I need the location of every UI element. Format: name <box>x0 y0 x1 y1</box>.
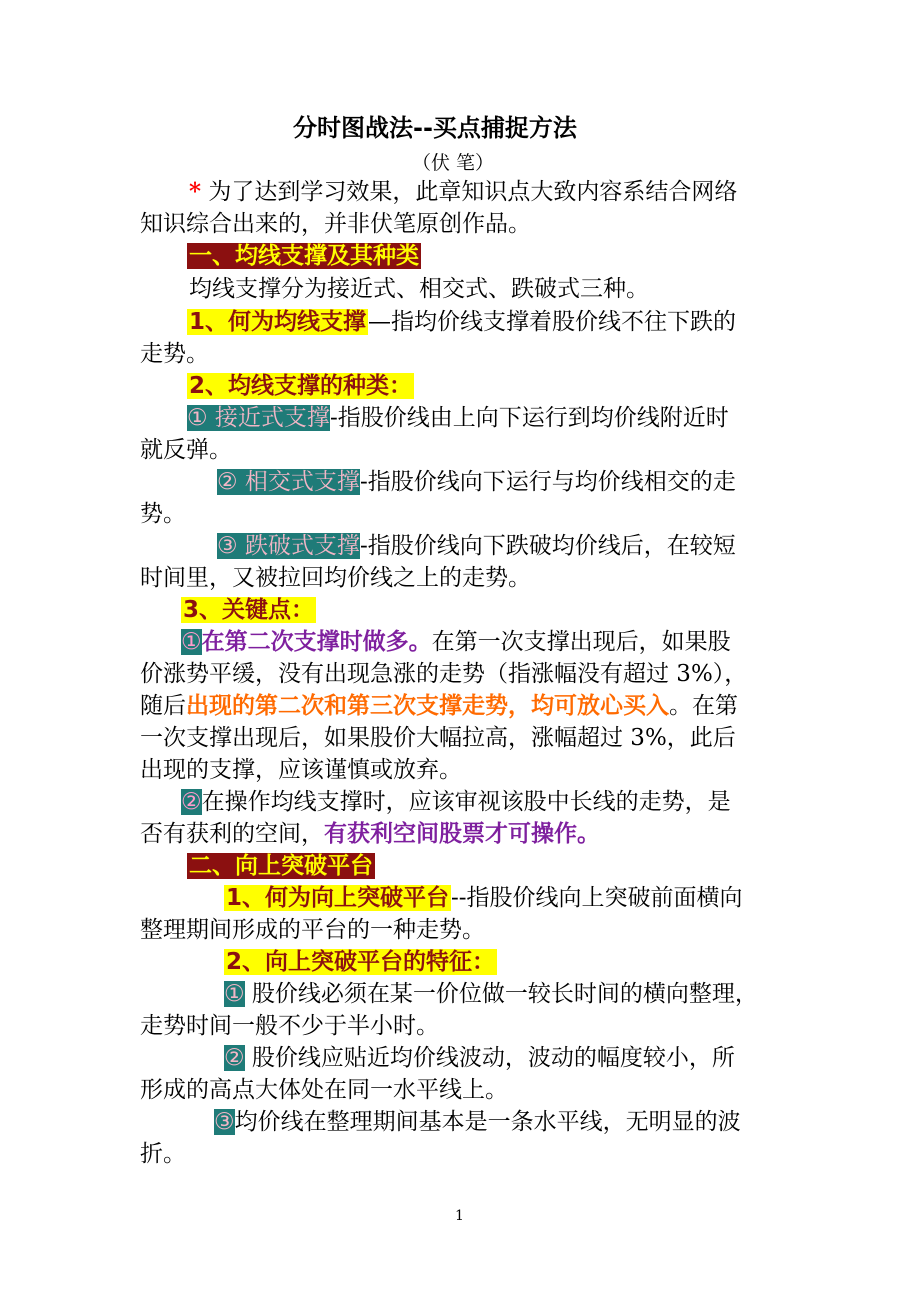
feature-3-cont: 折。 <box>140 1141 186 1167</box>
feature-1: ① 股价线必须在某一价位做一较长时间的横向整理， <box>224 981 758 1007</box>
s1-q1-label: 1、何为均线支撑 <box>189 309 367 335</box>
intro-text-1: 为了达到学习效果，此章知识点大致内容系结合网络 <box>201 179 738 205</box>
s1-q2-line <box>187 370 414 402</box>
feature-1-cont: 走势时间一般不少于半小时。 <box>140 1013 439 1039</box>
support-type-1-cont: 就反弹。 <box>140 437 232 463</box>
page-number: 1 <box>455 1208 464 1224</box>
s1-q3-line <box>181 594 316 626</box>
support-type-1-label: ① 接近式支撑 <box>187 405 330 431</box>
support-type-2-cont: 势。 <box>140 501 186 527</box>
support-type-3-label: ③ 跌破式支撑 <box>217 533 360 559</box>
page-title: 分时图战法--买点捕捉方法 <box>293 114 577 142</box>
feature-3: ③均价线在整理期间基本是一条水平线，无明显的波 <box>214 1109 741 1135</box>
key-point-1-line-2: 价涨势平缓，没有出现急涨的走势（指涨幅没有超过 3%）， <box>140 661 748 687</box>
s2-q2-line <box>224 946 497 978</box>
s2-q2-label: 2、向上突破平台的特征： <box>226 949 496 975</box>
key-point-1-line-4: 一次支撑出现后，如果股价大幅拉高，涨幅超过 3%，此后 <box>140 725 736 751</box>
s2-q1-line-2: 整理期间形成的平台的一种走势。 <box>140 917 485 943</box>
intro-line-1 <box>189 176 737 208</box>
support-type-1: ① 接近式支撑-指股价线由上向下运行到均价线附近时 <box>187 405 729 431</box>
key-point-2-line-2: 否有获利的空间，有获利空间股票才可操作。 <box>140 821 600 847</box>
support-type-3-cont: 时间里，又被拉回均价线之上的走势。 <box>140 565 531 591</box>
feature-1-num: ① <box>224 981 245 1007</box>
author-line: （伏 笔） <box>412 152 495 174</box>
key-point-2-num: ② <box>181 789 202 815</box>
feature-2: ② 股价线应贴近均价线波动，波动的幅度较小，所 <box>224 1045 735 1071</box>
support-type-3: ③ 跌破式支撑-指股价线向下跌破均价线后，在较短 <box>217 533 736 559</box>
section-2-heading: 二、向上突破平台 <box>189 853 373 879</box>
key-point-1-line-5: 出现的支撑，应该谨慎或放弃。 <box>140 757 462 783</box>
support-type-2: ② 相交式支撑-指股价线向下运行与均价线相交的走 <box>217 469 736 495</box>
section-1-heading: 一、均线支撑及其种类 <box>189 243 419 269</box>
intro-line-2: 知识综合出来的，并非伏笔原创作品。 <box>140 211 531 237</box>
feature-2-cont: 形成的高点大体处在同一水平线上。 <box>140 1077 508 1103</box>
key-point-1-line-3: 随后出现的第二次和第三次支撑走势，均可放心买入。在第 <box>140 693 738 719</box>
support-type-2-label: ② 相交式支撑 <box>217 469 360 495</box>
key-point-1: ①在第二次支撑时做多。在第一次支撑出现后，如果股 <box>181 629 731 655</box>
s1-q3-label: 3、关键点： <box>183 597 315 623</box>
s1-q1-line-2: 走势。 <box>140 341 209 367</box>
section-1-desc: 均线支撑分为接近式、相交式、跌破式三种。 <box>189 276 649 302</box>
feature-3-num: ③ <box>214 1109 235 1135</box>
s1-q2-label: 2、均线支撑的种类： <box>189 373 413 399</box>
feature-2-num: ② <box>224 1045 245 1071</box>
key-point-2: ②在操作均线支撑时，应该审视该股中长线的走势，是 <box>181 789 731 815</box>
s2-q1-line: 1、何为向上突破平台--指股价线向上突破前面横向 <box>226 885 743 911</box>
asterisk-mark: * <box>189 178 202 205</box>
s1-q1-line: 1、何为均线支撑—指均价线支撑着股价线不往下跌的 <box>189 309 737 335</box>
key-point-1-num: ① <box>181 629 202 655</box>
s2-q1-label: 1、何为向上突破平台 <box>226 885 450 911</box>
